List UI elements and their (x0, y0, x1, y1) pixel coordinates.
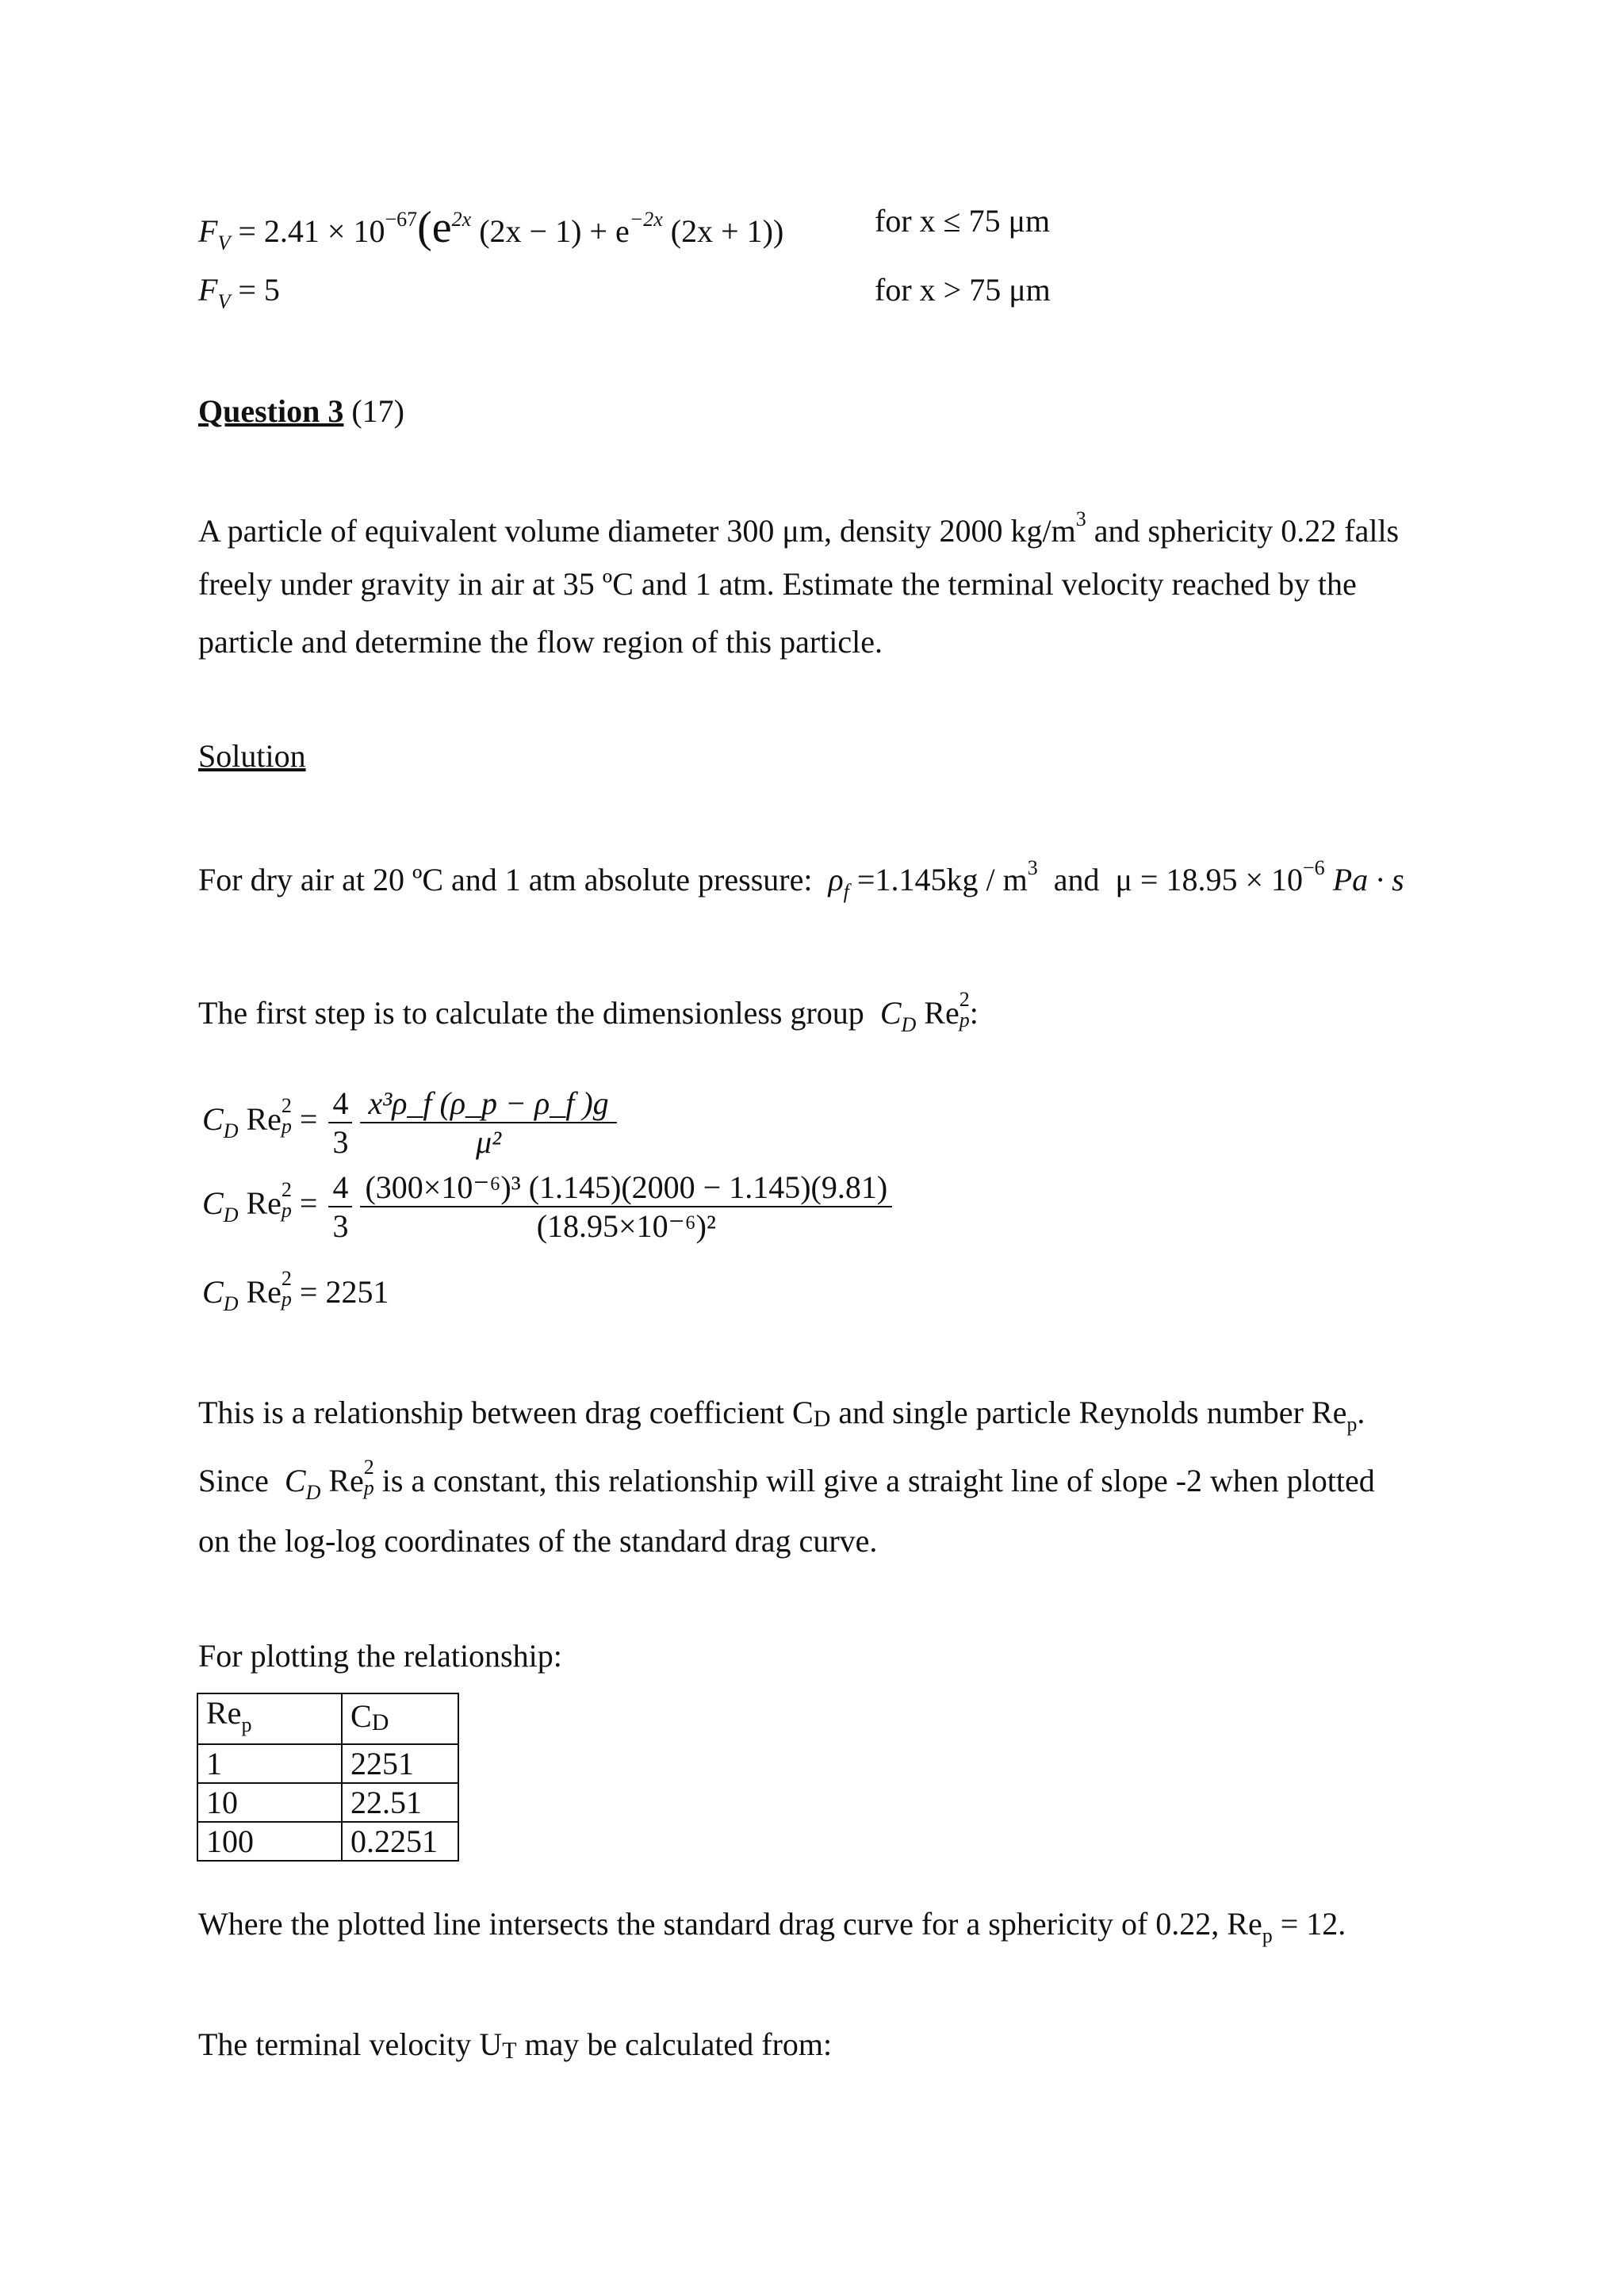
terminal-velocity-line: The terminal velocity UT may be calculated from: (198, 2026, 833, 2064)
eq-fv-small-condition: for x ≤ 75 μm (875, 203, 1051, 239)
relationship-line-1: This is a relationship between drag coefficient CD and single particle Reynolds number $Re_p$. (198, 1395, 1365, 1436)
question-heading: Question 3 (17) (198, 393, 404, 429)
equation-cdre2-definition: $C_D$ Re 2 p = $\frac{4}{3}$ $\frac{\text{x³ρ\_f (ρ\_p − ρ\_f )g}}{\text{μ²}}$ (202, 1085, 617, 1161)
equation-cdre2-result: $C_D$ Re 2 p = 2251 (202, 1267, 389, 1315)
table-cell-cd: 0.2251 (342, 1822, 458, 1861)
table-header-row (197, 1693, 458, 1744)
table-header-rep: $Re_p$ (197, 1693, 342, 1744)
table-cell-rep: 1 (197, 1744, 342, 1783)
solution-heading: Solution (198, 738, 306, 774)
plot-intro: For plotting the relationship: (198, 1638, 562, 1674)
relationship-line-2: Since $C_D$ Re 2 p is a constant, this relationship will give a straight line of slope -2 when plotted (198, 1456, 1375, 1504)
eq-fv-large: $F_V = 5$ (198, 272, 280, 313)
first-step-line: The first step is to calculate the dimensionless group $C_D$ Re 2 p : (198, 988, 979, 1036)
question-line-3: particle and determine the flow region of this particle. (198, 624, 883, 660)
eq-fv-large-condition: for x > 75 μm (875, 272, 1051, 308)
air-properties-line: For dry air at 20 ºC and 1 atm absolute pressure: $\rho_f =1.145kg / m^3$ and $\mu = 18.95 \times 10^{-6}$ Pa · s (198, 856, 1404, 903)
relationship-line-3: on the log-log coordinates of the standard drag curve. (198, 1523, 878, 1559)
table-row (197, 1783, 458, 1822)
question-line-2: freely under gravity in air at 35 ºC and 1 atm. Estimate the terminal velocity reached by the (198, 566, 1357, 602)
intersect-line: Where the plotted line intersects the standard drag curve for a sphericity of 0.22, $Re_p = 12$. (198, 1906, 1346, 1947)
table-row (197, 1822, 458, 1861)
equation-cdre2-substituted: $C_D$ Re 2 p = $\frac{4}{3}$ $\frac{\text{(300×10⁻⁶)³ (1.145)(2000 − 1.145)(9.81)}}{\text{(18.95×10⁻⁶)²}}$ (202, 1169, 892, 1245)
table-row (197, 1744, 458, 1783)
table-cell-rep: 10 (197, 1783, 342, 1822)
table-cell-cd: 2251 (342, 1744, 458, 1783)
table-cell-cd: 22.51 (342, 1783, 458, 1822)
table-header-cd: CD (342, 1693, 458, 1744)
eq-fv-small: $F_V = 2.41 \times 10^{-67}(e^{2x}$ $(2x - 1) + e^{-2x}$ (2x + 1)) (198, 203, 784, 254)
rep-cd-table (197, 1693, 459, 1862)
question-line-1: A particle of equivalent volume diameter 300 μm, density 2000 $kg/m^3$ and sphericity 0.22 falls (198, 507, 1400, 549)
table-cell-rep: 100 (197, 1822, 342, 1861)
